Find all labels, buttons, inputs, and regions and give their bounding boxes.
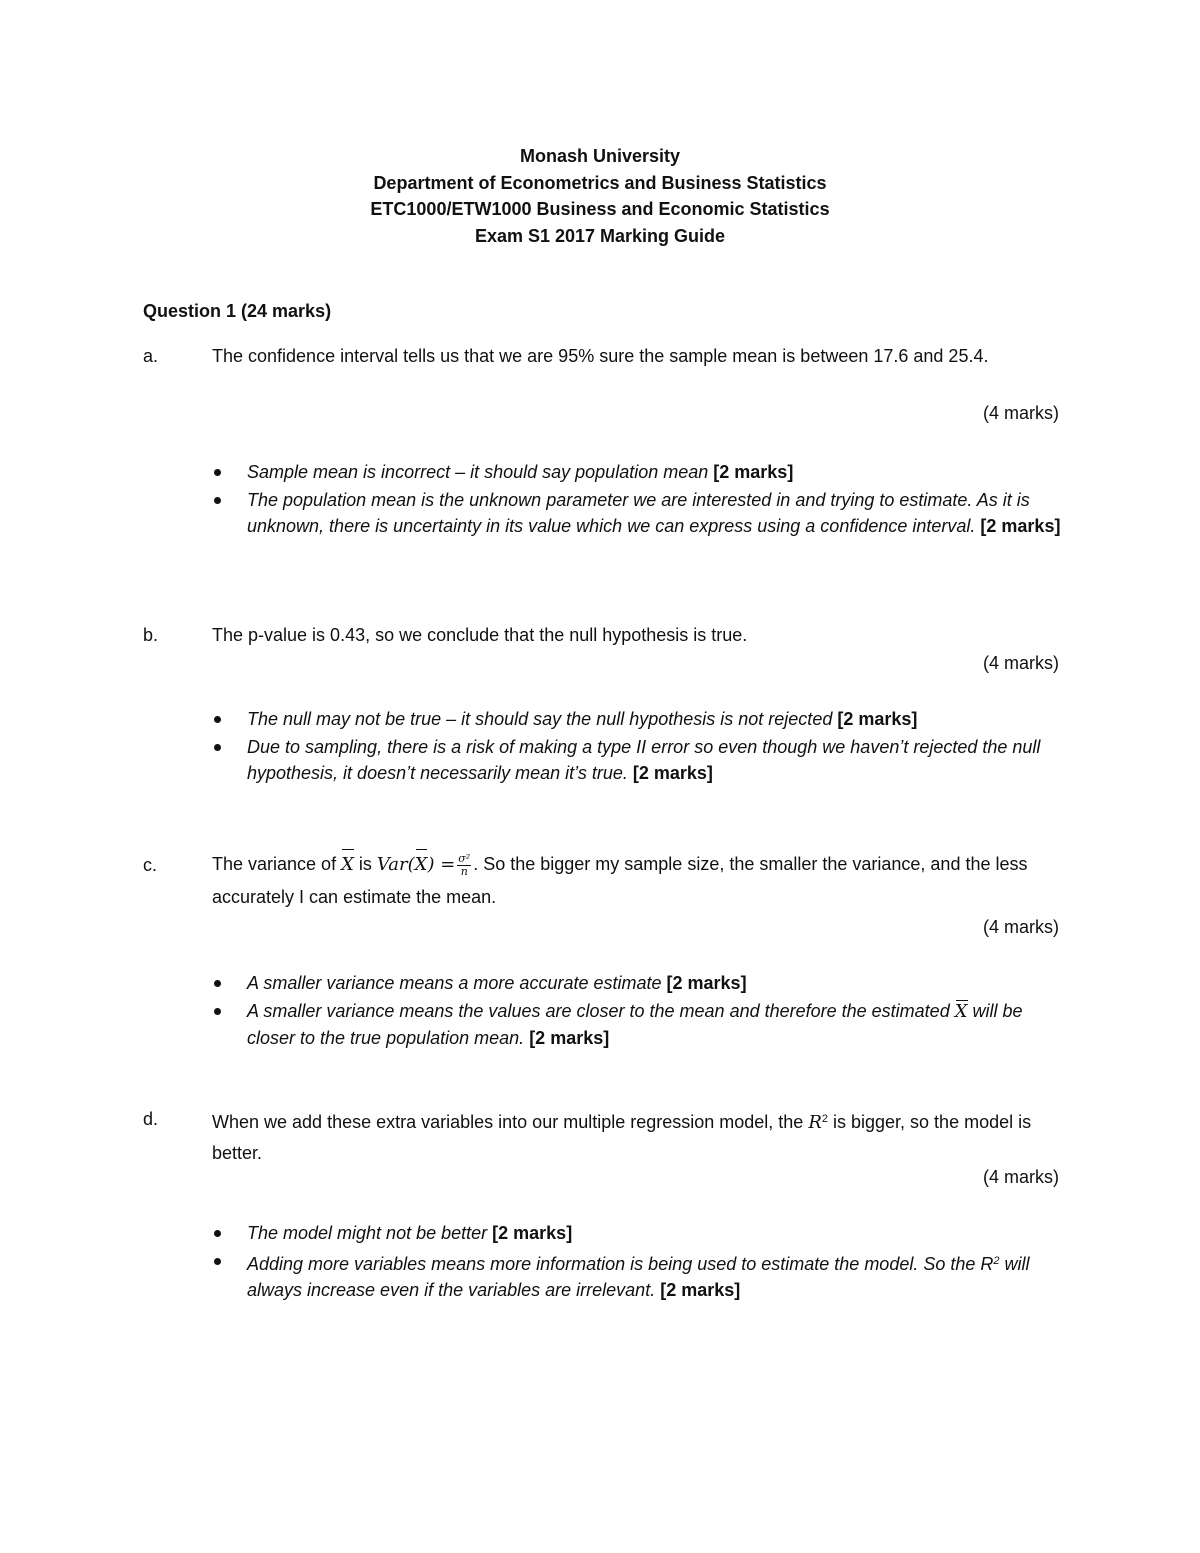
x-bar-symbol: X [955, 999, 968, 1026]
list-item: The null may not be true – it should say the null hypothesis is not rejected [2 marks] [212, 706, 1062, 733]
x-bar-symbol: X [341, 848, 354, 881]
part-d-statement: When we add these extra variables into our multiple regression model, the $R^2$ is bigger, so the model is better. [212, 1112, 1032, 1163]
list-item: Adding more variables means more information is being used to estimate the model. So the $R^2$ will always increase even if the variables are irrelevant. [2 marks] [212, 1248, 1062, 1304]
part-b-statement: The p-value is 0.43, so we conclude that the null hypothesis is true. [212, 625, 748, 645]
bullet-icon [214, 1230, 221, 1237]
bullet-icon [214, 716, 221, 723]
bullet-icon [214, 1258, 221, 1265]
list-item: A smaller variance means a more accurate estimate [2 marks] [212, 970, 1062, 997]
document-header [0, 143, 1200, 249]
part-a-statement: The confidence interval tells us that we are 95% sure the sample mean is between 17.6 and 25.4. [212, 346, 989, 366]
department-name: Department of Econometrics and Business Statistics [373, 172, 827, 193]
part-a-marks: (4 marks) [983, 403, 1059, 423]
bullet-icon [214, 980, 221, 987]
list-item: A smaller variance means the values are closer to the mean and therefore the estimated X will be closer to the true population mean. [2 marks] [212, 998, 1062, 1052]
part-d-marks: (4 marks) [983, 1167, 1059, 1187]
list-item: The population mean is the unknown parameter we are interested in and trying to estimate. As it is unknown, there is uncertainty in its value which we can express using a confidence interval. [2 marks] [212, 487, 1062, 540]
unit-name: ETC1000/ETW1000 Business and Economic Statistics [370, 199, 830, 219]
part-d-letter: d. [143, 1109, 159, 1129]
bullet-icon [214, 497, 221, 504]
part-b-answers [212, 706, 1062, 788]
document-title: Exam S1 2017 Marking Guide [474, 225, 726, 246]
list-item: The model might not be better [2 marks] [212, 1220, 1062, 1247]
bullet-icon [214, 1008, 221, 1015]
part-c-answers [212, 970, 1062, 1053]
list-item: Sample mean is incorrect – it should say population mean [2 marks] [212, 459, 1062, 486]
university-name: Monash University [519, 146, 681, 166]
variance-fraction: $\frac{\text{σ²}}{n}$ [458, 851, 471, 878]
part-c-marks: (4 marks) [983, 917, 1059, 937]
part-c-statement: The variance of X is Var(X) = $\frac{\text{σ²}}{n}$ . So the bigger my sample size, the smaller the variance, and the less accurately I can estimate the mean. [212, 848, 1062, 914]
x-bar-symbol: X [415, 848, 428, 881]
part-a-answers [212, 459, 1062, 541]
question-title: Question 1 (24 marks) [143, 301, 332, 321]
list-item: Due to sampling, there is a risk of making a type II error so even though we haven’t rejected the null hypothesis, it doesn’t necessarily mean it’s true. [2 marks] [212, 734, 1062, 787]
part-a-letter: a. [143, 346, 159, 366]
part-b-marks: (4 marks) [983, 653, 1059, 673]
bullet-icon [214, 469, 221, 476]
bullet-icon [214, 744, 221, 751]
part-b-letter: b. [143, 625, 159, 645]
part-c-letter: c. [143, 855, 158, 875]
r-squared-symbol: R [980, 1253, 994, 1274]
r-squared-symbol: R [808, 1112, 822, 1133]
part-d-answers [212, 1220, 1062, 1305]
